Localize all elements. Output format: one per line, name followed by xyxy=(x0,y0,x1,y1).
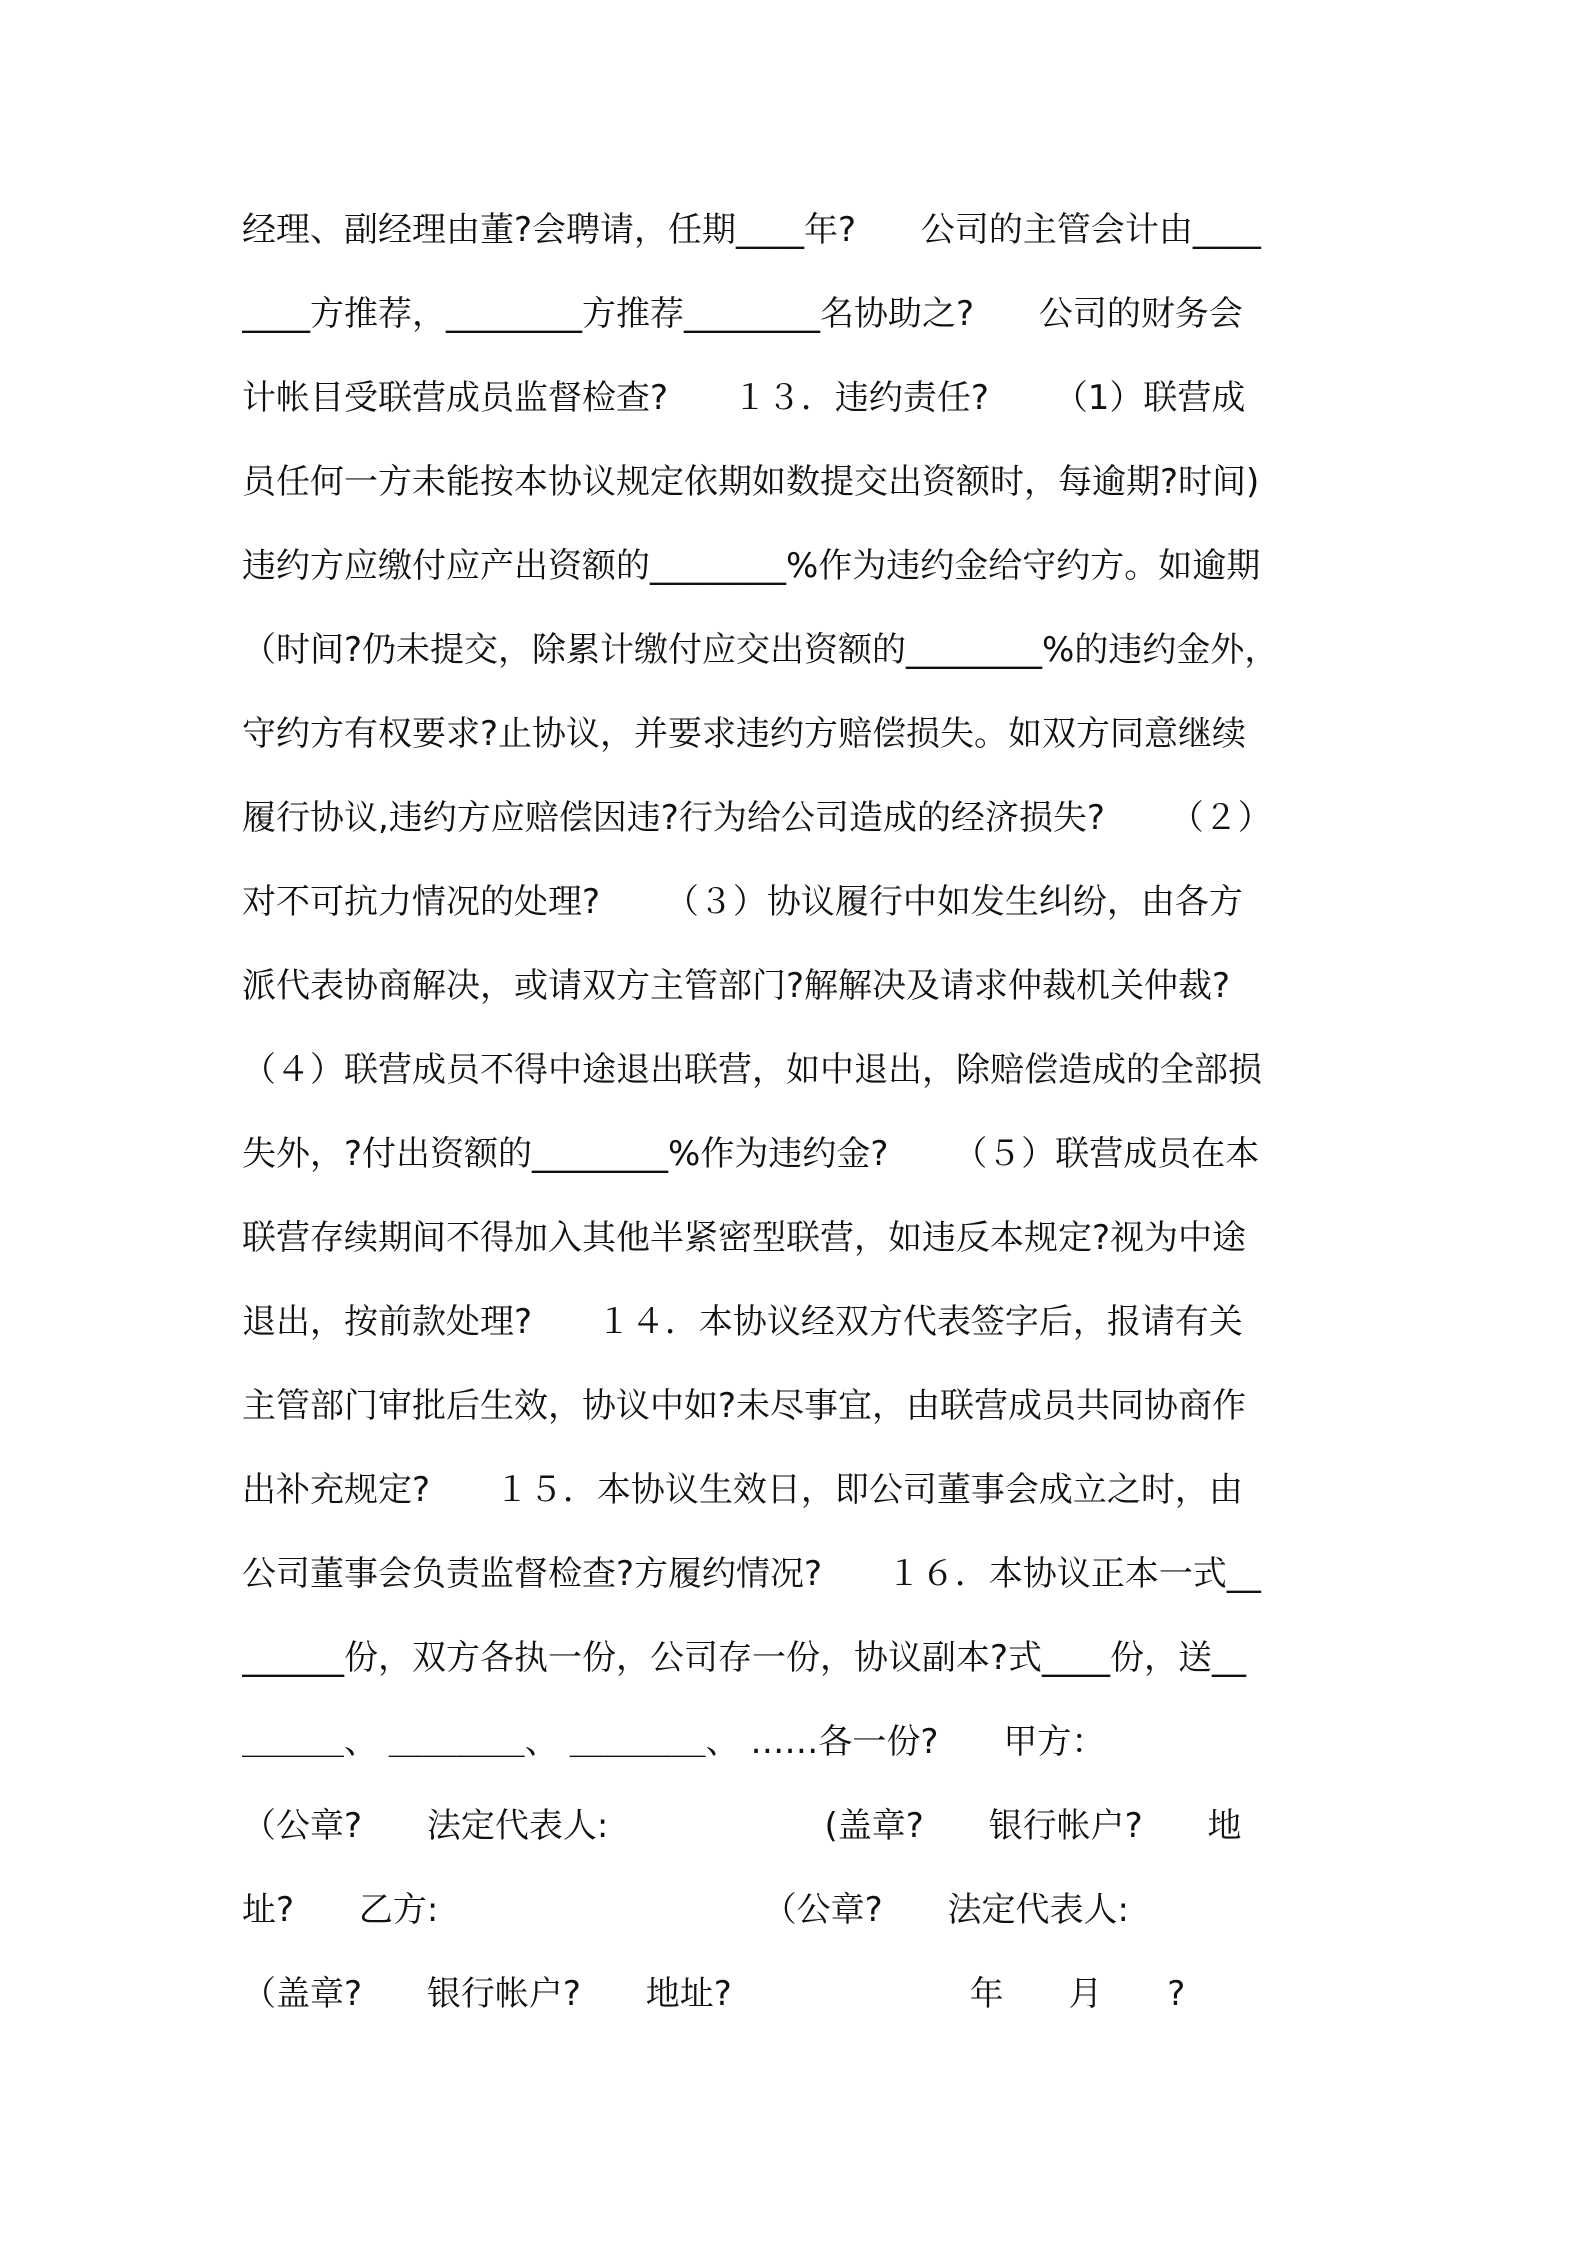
text-line: 履行协议,违约方应赔偿因违?行为给公司造成的经济损失? （２） xyxy=(242,798,1272,838)
text-line: 退出，按前款处理? １４．本协议经双方代表签字后，报请有关 xyxy=(242,1302,1243,1342)
text-line: （４）联营成员不得中途退出联营，如中退出，除赔偿造成的全部损 xyxy=(242,1050,1262,1090)
text-line: 失外，?付出资额的________%作为违约金? （５）联营成员在本 xyxy=(242,1134,1260,1174)
text-line: ______份，双方各执一份，公司存一份，协议副本?式____份，送__ xyxy=(242,1638,1247,1678)
text-line: （盖章? 银行帐户? 地址? 年 月 ? xyxy=(242,1974,1186,2014)
text-line: 主管部门审批后生效，协议中如?未尽事宜，由联营成员共同协商作 xyxy=(242,1386,1247,1426)
text-line: 出补充规定? １５．本协议生效日，即公司董事会成立之时，由 xyxy=(242,1470,1243,1510)
text-line: 联营存续期间不得加入其他半紧密型联营，如违反本规定?视为中途 xyxy=(242,1218,1247,1258)
text-line: （公章? 法定代表人: (盖章? 银行帐户? 地 xyxy=(242,1806,1242,1846)
text-line: 违约方应缴付应产出资额的________%作为违约金给守约方。如逾期 xyxy=(242,546,1261,586)
text-line: 经理、副经理由董?会聘请，任期____年? 公司的主管会计由____ xyxy=(242,210,1261,250)
text-line: 守约方有权要求?止协议，并要求违约方赔偿损失。如双方同意继续 xyxy=(242,714,1247,754)
text-line: （时间?仍未提交，除累计缴付应交出资额的________%的违约金外， xyxy=(242,630,1279,670)
text-line: 派代表协商解决，或请双方主管部门?解解决及请求仲裁机关仲裁? xyxy=(242,966,1231,1006)
text-line: 公司董事会负责监督检查?方履约情况? １６．本协议正本一式__ xyxy=(242,1554,1261,1594)
text-line: 计帐目受联营成员监督检查? １３．违约责任? （1）联营成 xyxy=(242,378,1246,418)
text-line: 员任何一方未能按本协议规定依期如数提交出资额时，每逾期?时间) xyxy=(242,462,1260,502)
text-line: ＿＿＿、 ＿＿＿＿、 ＿＿＿＿、 ……各一份? 甲方： xyxy=(242,1722,1106,1762)
text-line: 对不可抗力情况的处理? （３）协议履行中如发生纠纷，由各方 xyxy=(242,882,1243,922)
text-line: 址? 乙方: （公章? 法定代表人: xyxy=(242,1890,1129,1930)
text-line: ____方推荐，________方推荐________名协助之? 公司的财务会 xyxy=(242,294,1243,334)
